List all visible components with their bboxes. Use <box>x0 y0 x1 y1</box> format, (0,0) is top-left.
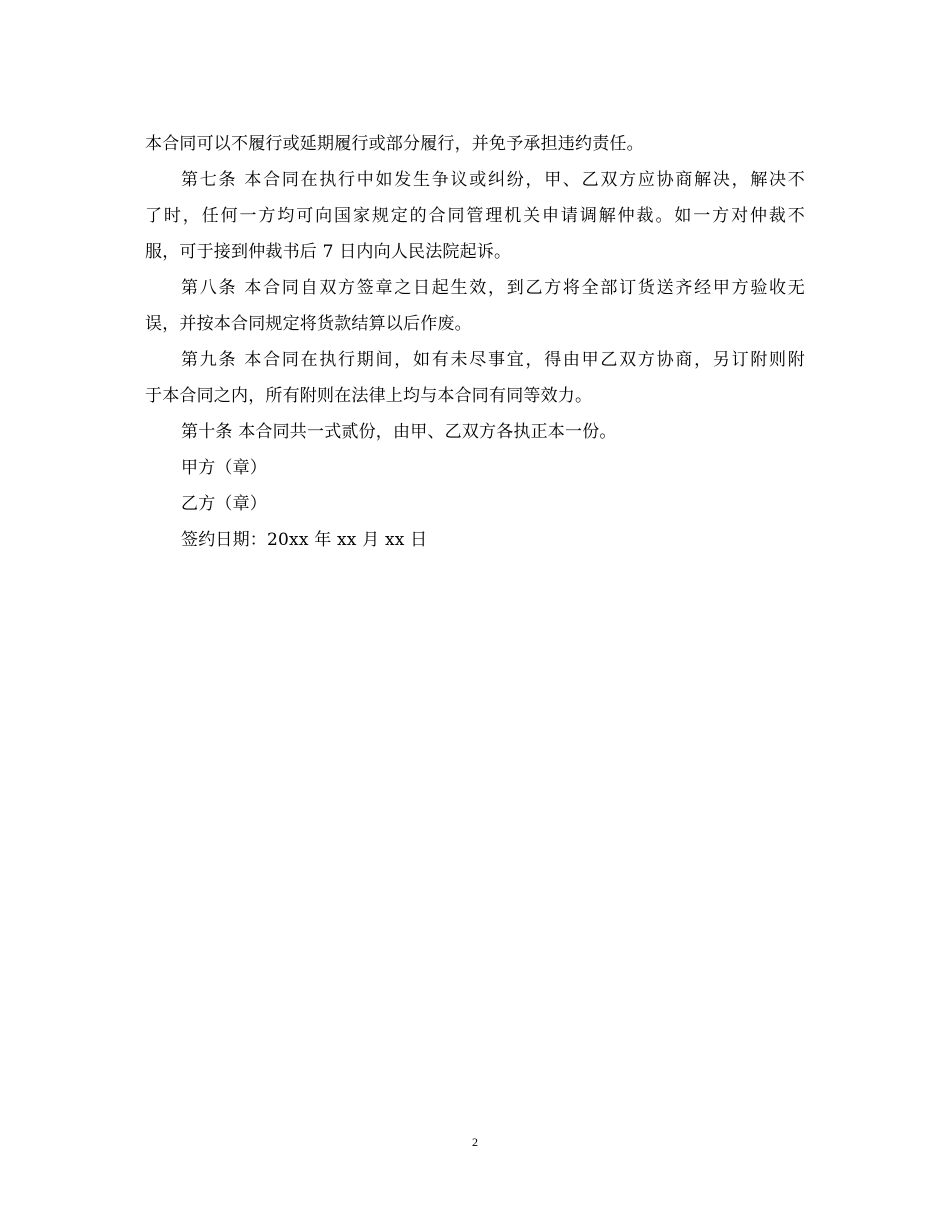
signing-date: 签约日期：20xx 年 xx 月 xx 日 <box>181 530 428 550</box>
paragraph-line: 于本合同之内，所有附则在法律上均与本合同有同等效力。 <box>145 386 593 406</box>
article-8 <box>145 270 805 342</box>
paragraph-line: 第九条 本合同在执行期间，如有未尽事宜，得由甲乙双方协商，另订附则附 <box>181 350 805 370</box>
paragraph-line: 第八条 本合同自双方签章之日起生效，到乙方将全部订货送齐经甲方验收无 <box>181 278 805 298</box>
article-9 <box>145 342 805 414</box>
article-10 <box>145 414 805 450</box>
paragraph-line: 第十条 本合同共一式贰份，由甲、乙双方各执正本一份。 <box>181 422 617 442</box>
paragraph-line: 本合同可以不履行或延期履行或部分履行，并免予承担违约责任。 <box>145 134 644 154</box>
paragraph-line: 了时，任何一方均可向国家规定的合同管理机关申请调解仲裁。如一方对仲裁不 <box>145 206 805 226</box>
page-number: 2 <box>472 1135 478 1149</box>
paragraph-line: 第七条 本合同在执行中如发生争议或纠纷，甲、乙双方应协商解决，解决不 <box>181 170 805 190</box>
party-b-seal: 乙方（章） <box>181 494 267 514</box>
paragraph-continuation <box>145 126 805 162</box>
article-7 <box>145 162 805 270</box>
party-a-seal: 甲方（章） <box>181 458 267 478</box>
paragraph-line: 服，可于接到仲裁书后 7 日内向人民法院起诉。 <box>145 242 512 262</box>
paragraph-line: 误，并按本合同规定将货款结算以后作废。 <box>145 314 472 334</box>
contract-body <box>145 126 805 558</box>
